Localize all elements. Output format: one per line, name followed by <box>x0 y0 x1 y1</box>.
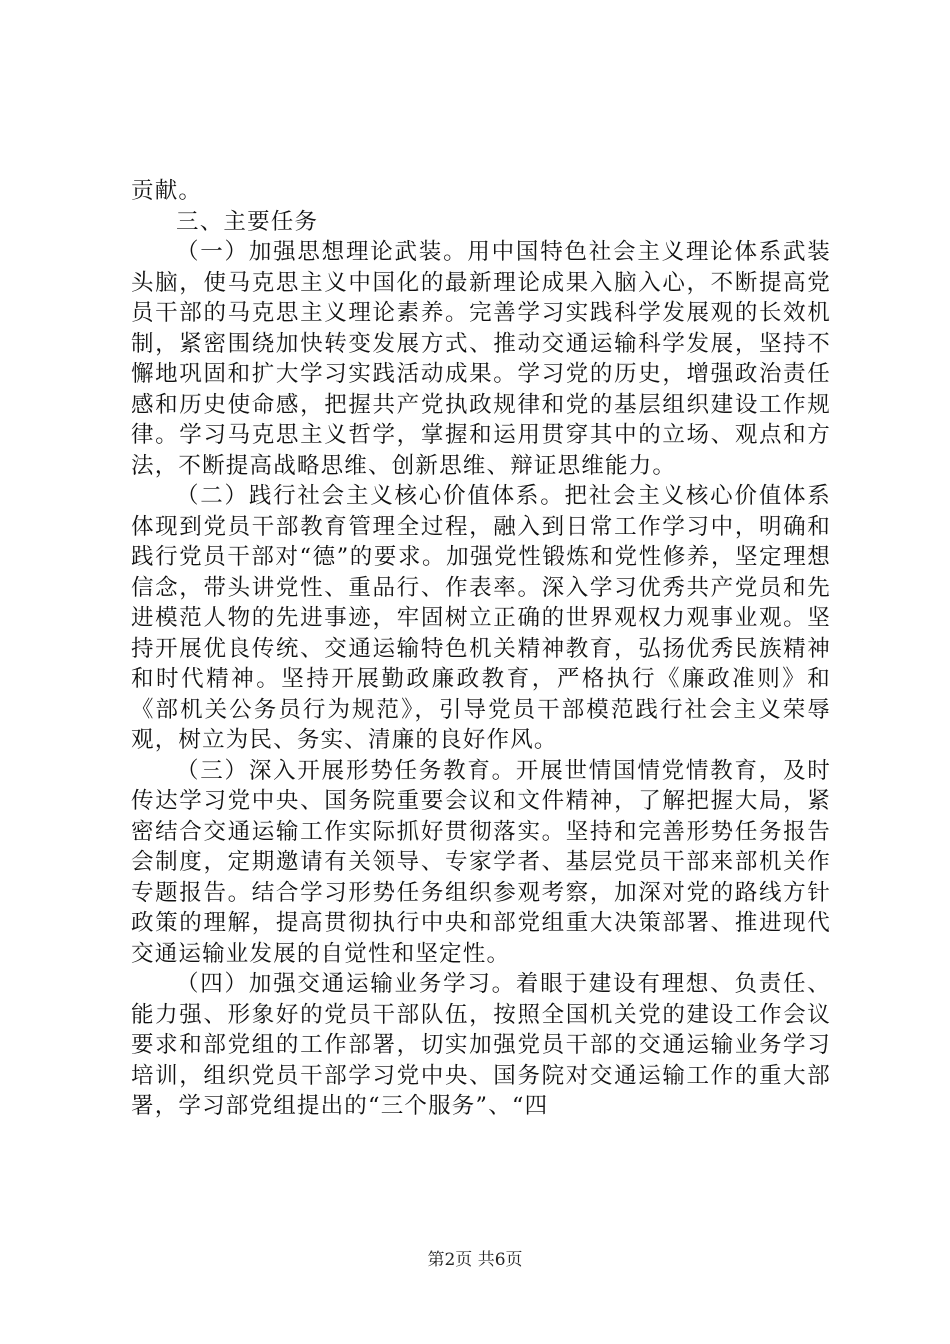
paragraph-situation-education: （三）深入开展形势任务教育。开展世情国情党情教育，及时传达学习党中央、国务院重要会议和文件精神，了解把握大局，紧密结合交通运输工作实际抓好贯彻落实。坚持和完善形势任务报告会制度，定期邀请有关领导、专家学者、基层党员干部来部机关作专题报告。结合学习形势任务组织参观考察，加深对党的路线方针政策的理解，提高贯彻执行中央和部党组重大决策部署、推进现代交通运输业发展的自觉性和坚定性。 <box>131 757 831 967</box>
paragraph-business-learning: （四）加强交通运输业务学习。着眼于建设有理想、负责任、能力强、形象好的党员干部队伍，按照全国机关党的建设工作会议要求和部党组的工作部署，切实加强党员干部的交通运输业务学习培训，组织党员干部学习党中央、国务院对交通运输工作的重大部署，学习部党组提出的“三个服务”、“四 <box>131 971 831 1119</box>
document-body <box>131 176 831 1122</box>
paragraph-ideology: （一）加强思想理论武装。用中国特色社会主义理论体系武装头脑，使马克思主义中国化的最新理论成果入脑入心，不断提高党员干部的马克思主义理论素养。完善学习实践科学发展观的长效机制，紧密围绕加快转变发展方式、推动交通运输科学发展，坚持不懈地巩固和扩大学习实践活动成果。学习党的历史，增强政治责任感和历史使命感，把握共产党执政规律和党的基层组织建设工作规律。学习马克思主义哲学，掌握和运用贯穿其中的立场、观点和方法，不断提高战略思维、创新思维、辩证思维能力。 <box>131 239 831 479</box>
page-number: 第2页 共6页 <box>427 1250 523 1270</box>
section-heading: 三、主要任务 <box>176 208 319 235</box>
paragraph-core-values: （二）践行社会主义核心价值体系。把社会主义核心价值体系体现到党员干部教育管理全过程，融入到日常工作学习中，明确和践行党员干部对“德”的要求。加强党性锻炼和党性修养，坚定理想信念，带头讲党性、重品行、作表率。深入学习优秀共产党员和先进模范人物的先进事迹，牢固树立正确的世界观权力观事业观。坚持开展优良传统、交通运输特色机关精神教育，弘扬优秀民族精神和时代精神。坚持开展勤政廉政教育，严格执行《廉政准则》和《部机关公务员行为规范》，引导党员干部模范践行社会主义荣辱观，树立为民、务实、清廉的良好作风。 <box>131 483 831 753</box>
continuation-text: 贡献。 <box>131 178 203 204</box>
